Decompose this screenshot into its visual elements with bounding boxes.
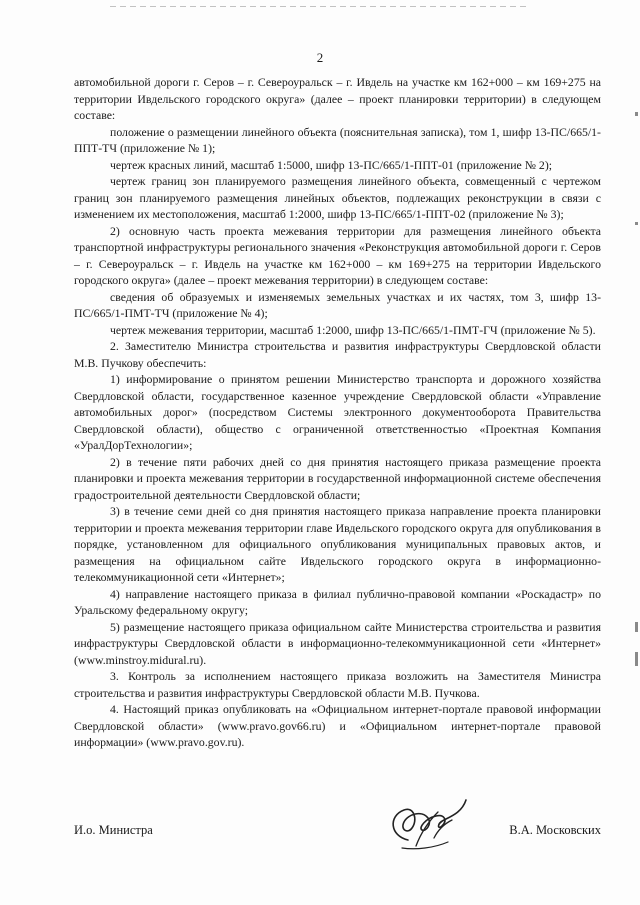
body-paragraph: чертеж красных линий, масштаб 1:5000, шифр 13-ПС/665/1-ППТ-01 (приложение № 2); bbox=[110, 157, 553, 172]
body-paragraph: 2) основную часть проекта межевания территории для размещения линейного объекта транспортной инфраструктуры регионального значения «Реконструкция автомобильной дороги г. Серов – г. Североуральск – г. Ивдель на участке км 162+000 – км 169+275 на территории Ивдельского городского округа» (далее – проект межевания территории) в следующем составе: bbox=[74, 223, 601, 287]
scan-edge-artifact bbox=[110, 6, 530, 7]
body-paragraph: 3. Контроль за исполнением настоящего приказа возложить на Заместителя Министра строительства и развития инфраструктуры Свердловской области М.В. Пучкова. bbox=[74, 669, 601, 700]
body-paragraph: 3) в течение семи дней со дня принятия настоящего приказа направление проекта планировки территории и проекта межевания территории главе Ивдельского городского округа для опубликования в порядке, установленном для официального опубликования муниципальных правовых актов, и размещения на официальном сайте Ивдельского городского округа в информационно-телекоммуникационной сети «Интернет»; bbox=[74, 504, 601, 584]
scan-mark-artifact bbox=[635, 652, 638, 666]
scan-mark-artifact bbox=[635, 222, 638, 225]
body-paragraph: 1) информирование о принятом решении Министерство транспорта и дорожного хозяйства Свердловской области, государственное казенное учреждение Свердловской области «Управление автомобильных дорог» (посредством Системы электронного документооборота Правительства Свердловской области), общество с ограниченной ответственностью «Проектная Компания «УралДорТехнологии»; bbox=[74, 372, 601, 452]
page-number: 2 bbox=[316, 50, 324, 65]
body-paragraph: 2. Заместителю Министра строительства и развития инфраструктуры Свердловской области М.В. Пучкову обеспечить: bbox=[74, 339, 601, 370]
body-paragraph: автомобильной дороги г. Серов – г. Североуральск – г. Ивдель на участке км 162+000 – км 169+275 на территории Ивдельского городского округа» (далее – проект планировки территории) в следующем составе: bbox=[74, 75, 601, 122]
body-paragraph: 2) в течение пяти рабочих дней со дня принятия настоящего приказа размещение проекта планировки и проекта межевания территории в государственной информационной системе обеспечения градостроительной деятельности Свердловской области; bbox=[74, 454, 601, 502]
signer-title: И.о. Министра bbox=[74, 823, 153, 837]
body-paragraph: 4) направление настоящего приказа в филиал публично-правовой компании «Роскадастр» по Уральскому федеральному округу; bbox=[74, 586, 601, 617]
body-paragraph: положение о размещении линейного объекта (пояснительная записка), том 1, шифр 13-ПС/665/1-ППТ-ТЧ (приложение № 1); bbox=[74, 124, 601, 155]
scan-mark-artifact bbox=[635, 112, 638, 116]
document-body bbox=[74, 74, 601, 751]
body-paragraph: 5) размещение настоящего приказа официальном сайте Министерства строительства и развития инфраструктуры Свердловской области в информационно-телекоммуникационной сети «Интернет» (www.minstroy.midural.ru). bbox=[74, 619, 601, 667]
body-paragraph: 4. Настоящий приказ опубликовать на «Официальном интернет-портале правовой информации Свердловской области» (www.pravo.gov66.ru) и «Официальном интернет-портале правовой информации» (www.pravo.gov.ru). bbox=[74, 702, 601, 749]
signature-icon bbox=[382, 790, 472, 862]
body-paragraph: сведения об образуемых и изменяемых земельных участках и их частях, том 3, шифр 13-ПС/665/1-ПМТ-ТЧ (приложение № 4); bbox=[74, 289, 601, 320]
signer-name: В.А. Московских bbox=[509, 823, 601, 837]
signature-block bbox=[74, 810, 601, 870]
scan-mark-artifact bbox=[635, 622, 638, 632]
body-paragraph: чертеж границ зон планируемого размещения линейного объекта, совмещенный с чертежом границ зон планируемого размещения линейных объектов, подлежащих реконструкции в связи с изменением их местоположения, масштаб 1:2000, шифр 13-ПС/665/1-ППТ-02 (приложение № 3); bbox=[74, 174, 601, 221]
body-paragraph: чертеж межевания территории, масштаб 1:2000, шифр 13-ПС/665/1-ПМТ-ГЧ (приложение № 5). bbox=[110, 322, 596, 337]
